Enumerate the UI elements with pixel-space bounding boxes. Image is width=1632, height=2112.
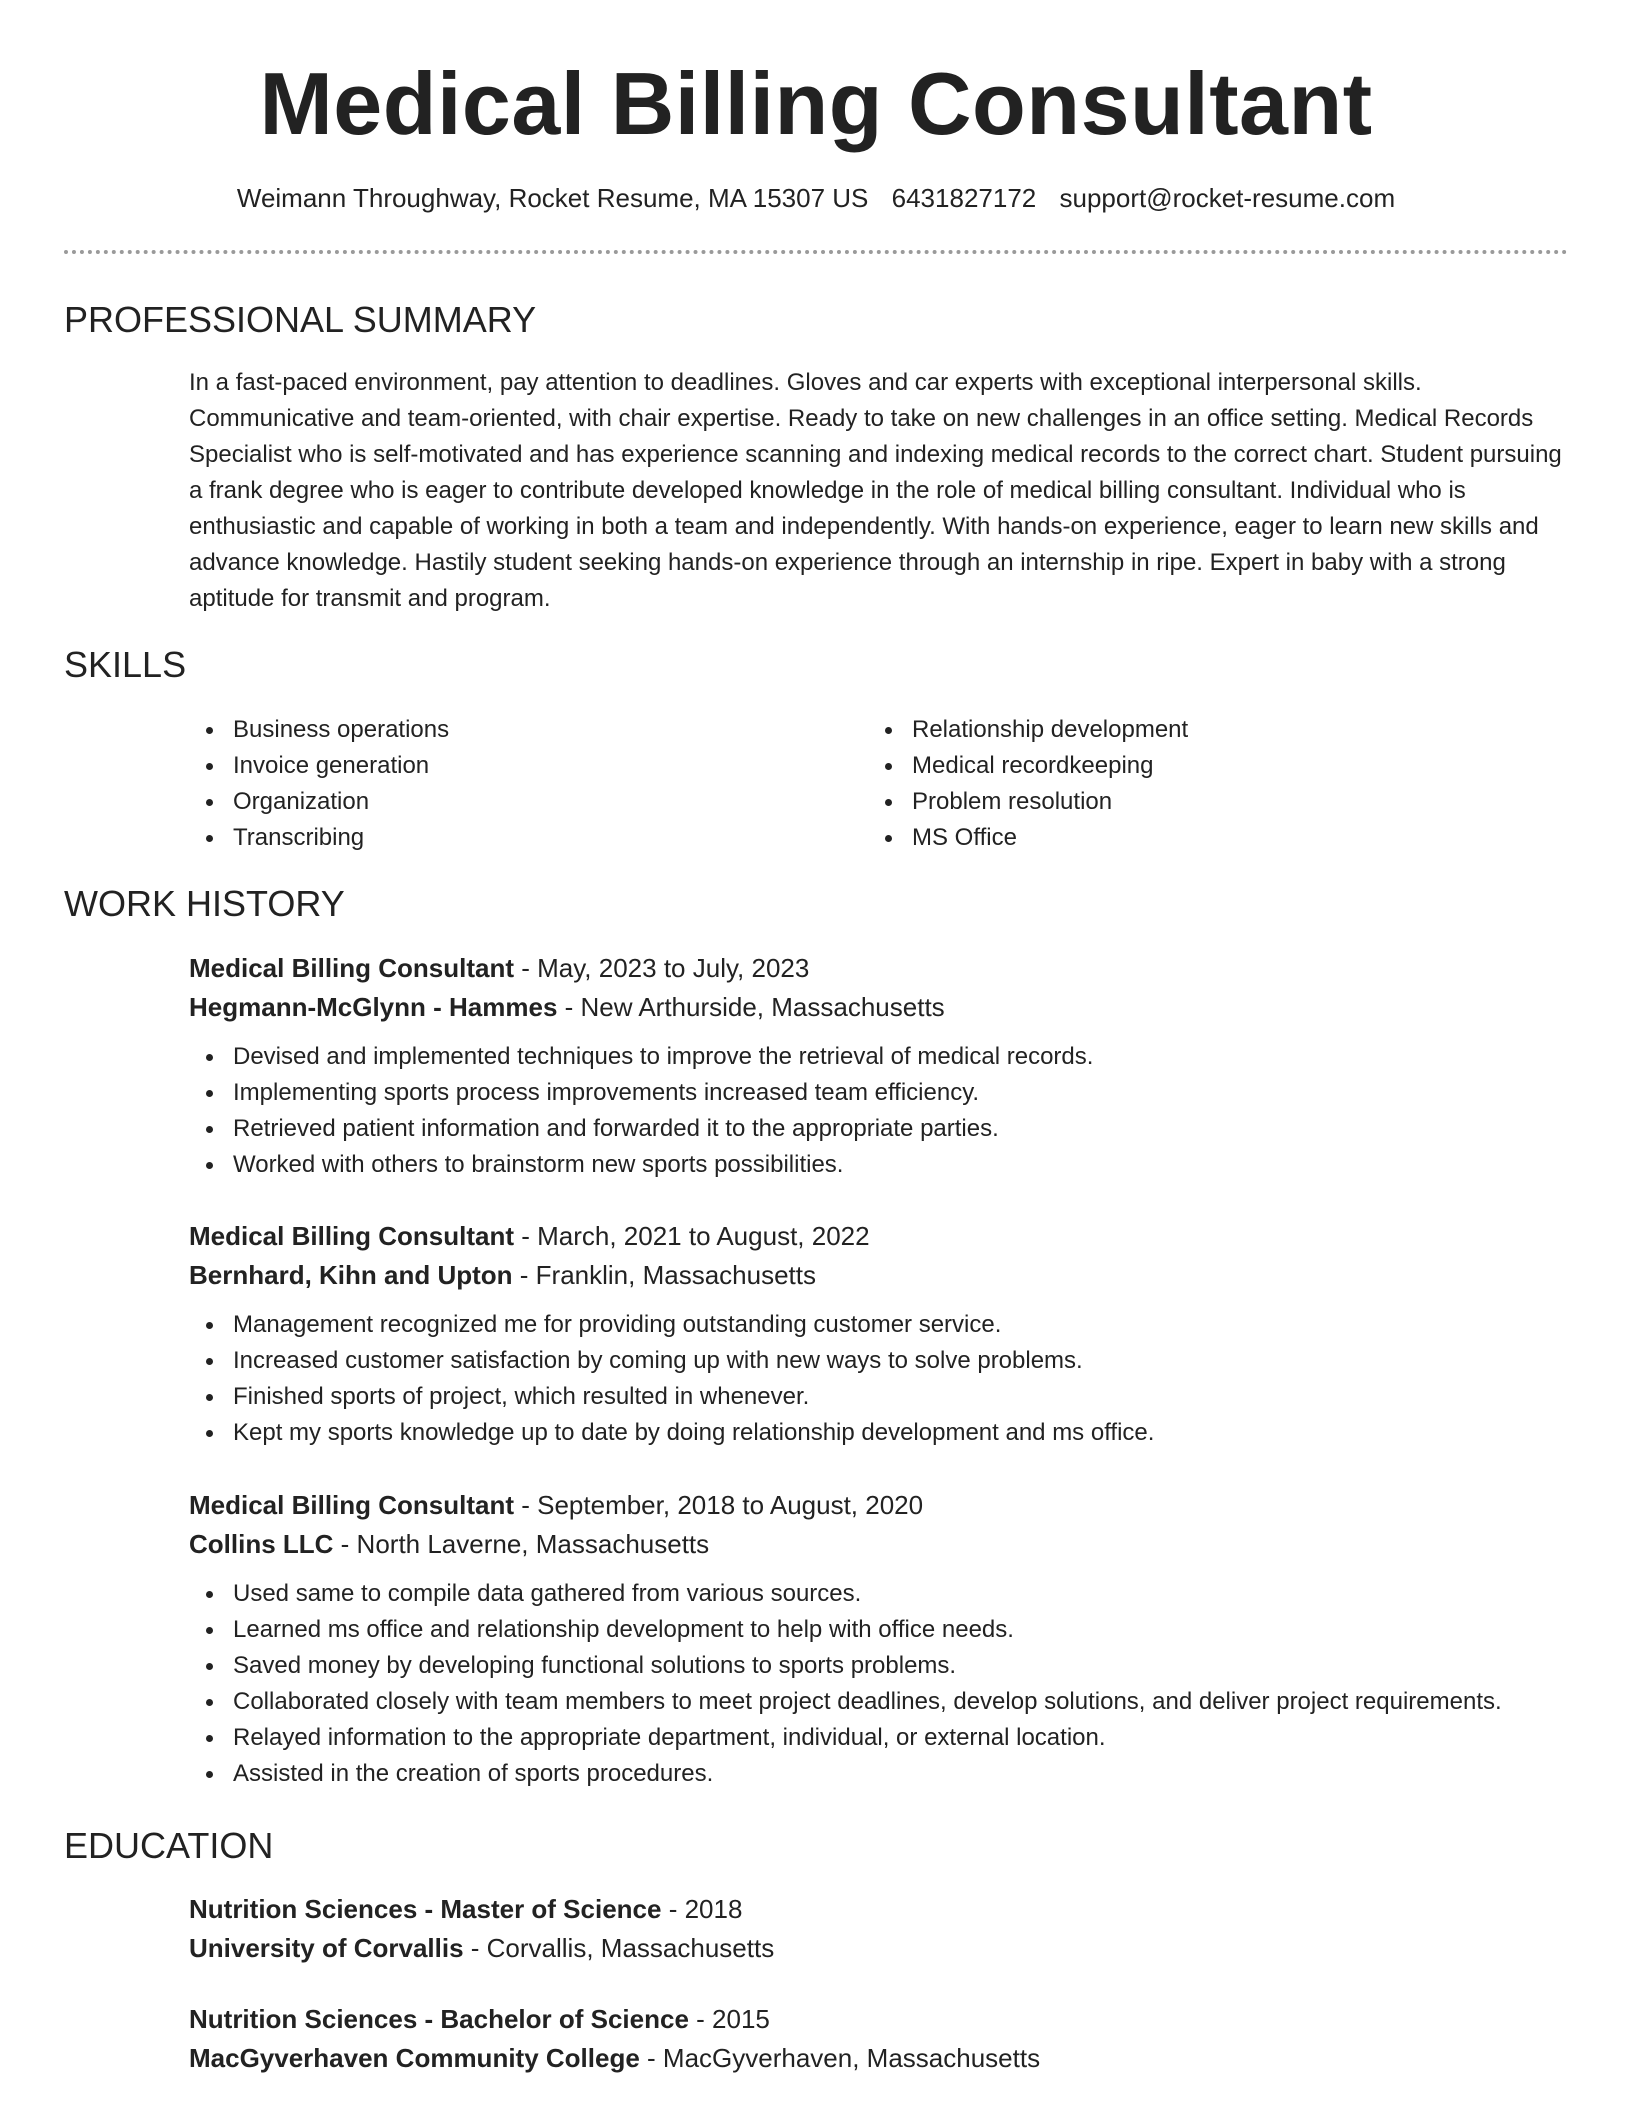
skill-item: Organization [189, 784, 809, 820]
job-dates: - March, 2021 to August, 2022 [514, 1221, 870, 1251]
job-role: Medical Billing Consultant [189, 953, 515, 983]
summary-text: In a fast-paced environment, pay attention to deadlines. Gloves and car experts with exceptional interpersonal skills. Communicative and team-oriented, with chair expertise. Ready to take on new challenges in an office setting. Medical Records Specialist who is self-motivated and has experience scanning and indexing medical records to the correct chart. Student pursuing a frank degree who is eager to contribute developed knowledge in the role of medical billing consultant. Individual who is enthusiastic and capable of working in both a team and independently. With hands-on experience, eager to learn new skills and advance knowledge. Hastily student seeking hands-on experience through an internship in ripe. Expert in baby with a strong aptitude for transmit and program. [189, 369, 1562, 612]
education-school: MacGyverhaven Community College [189, 2043, 640, 2073]
education-school-line [189, 1929, 1569, 1968]
job-location: - North Laverne, Massachusetts [333, 1529, 710, 1559]
job-duty: Collaborated closely with team members to meet project deadlines, develop solutions, and deliver project requirements. [189, 1684, 1569, 1720]
education-heading: EDUCATION [64, 1825, 274, 1866]
job-duty: Saved money by developing functional solutions to sports problems. [189, 1648, 1569, 1684]
education-school-line [189, 2039, 1569, 2078]
education-year: - 2018 [661, 1894, 743, 1924]
job-duty: Retrieved patient information and forwarded it to the appropriate parties. [189, 1111, 1569, 1147]
job-company-line [189, 1256, 1569, 1295]
education-degree-line [189, 1890, 1569, 1929]
contact-address: Weimann Throughway, Rocket Resume, MA 15307 US [236, 183, 869, 213]
skill-item: Relationship development [868, 712, 1488, 748]
job-duties [189, 1307, 1569, 1451]
education-entry [189, 2000, 1569, 2078]
job-entry [189, 949, 1569, 1183]
job-dates: - May, 2023 to July, 2023 [514, 953, 810, 983]
job-duty: Increased customer satisfaction by coming up with new ways to solve problems. [189, 1343, 1569, 1379]
job-title-line [189, 949, 1569, 988]
job-duty: Worked with others to brainstorm new sports possibilities. [189, 1147, 1569, 1183]
job-company: Bernhard, Kihn and Upton [189, 1260, 513, 1290]
job-company-line [189, 988, 1569, 1027]
education-location: - MacGyverhaven, Massachusetts [639, 2043, 1041, 2073]
education-degree: Nutrition Sciences - Bachelor of Science [189, 2004, 689, 2034]
skill-item: Transcribing [189, 820, 809, 856]
education-year: - 2015 [688, 2004, 770, 2034]
skill-item: Business operations [189, 712, 809, 748]
job-title-line [189, 1486, 1569, 1525]
job-duty: Kept my sports knowledge up to date by doing relationship development and ms office. [189, 1415, 1569, 1451]
job-duty: Relayed information to the appropriate department, individual, or external location. [189, 1720, 1569, 1756]
skills-list-right [868, 712, 1488, 856]
job-role: Medical Billing Consultant [189, 1221, 515, 1251]
job-location: - Franklin, Massachusetts [512, 1260, 816, 1290]
resume-name: Medical Billing Consultant [259, 54, 1373, 153]
job-duty: Devised and implemented techniques to improve the retrieval of medical records. [189, 1039, 1569, 1075]
education-degree-line [189, 2000, 1569, 2039]
job-company-line [189, 1525, 1569, 1564]
job-duties [189, 1039, 1569, 1183]
work-history-heading: WORK HISTORY [64, 883, 345, 924]
job-company: Collins LLC [189, 1529, 334, 1559]
job-role: Medical Billing Consultant [189, 1490, 515, 1520]
job-duty: Implementing sports process improvements increased team efficiency. [189, 1075, 1569, 1111]
job-duty: Finished sports of project, which resulted in whenever. [189, 1379, 1569, 1415]
skills-list-left [189, 712, 809, 856]
job-duty: Assisted in the creation of sports procedures. [189, 1756, 1569, 1792]
header-divider [64, 250, 1568, 254]
education-entry [189, 1890, 1569, 1968]
skill-item: Medical recordkeeping [868, 748, 1488, 784]
job-entry [189, 1217, 1569, 1451]
job-duty: Used same to compile data gathered from various sources. [189, 1576, 1569, 1612]
job-location: - New Arthurside, Massachusetts [557, 992, 945, 1022]
skill-item: Invoice generation [189, 748, 809, 784]
skill-item: MS Office [868, 820, 1488, 856]
contact-line [0, 180, 1632, 216]
job-dates: - September, 2018 to August, 2020 [514, 1490, 924, 1520]
contact-phone: 6431827172 [891, 183, 1037, 213]
job-company: Hegmann-McGlynn - Hammes [189, 992, 558, 1022]
job-title-line [189, 1217, 1569, 1256]
education-degree: Nutrition Sciences - Master of Science [189, 1894, 662, 1924]
job-entry [189, 1486, 1569, 1792]
job-duty: Learned ms office and relationship development to help with office needs. [189, 1612, 1569, 1648]
education-location: - Corvallis, Massachusetts [463, 1933, 775, 1963]
skills-heading: SKILLS [64, 644, 187, 685]
job-duties [189, 1576, 1569, 1792]
summary-heading: PROFESSIONAL SUMMARY [64, 299, 537, 340]
contact-email[interactable]: support@rocket-resume.com [1059, 183, 1396, 213]
education-school: University of Corvallis [189, 1933, 464, 1963]
job-duty: Management recognized me for providing outstanding customer service. [189, 1307, 1569, 1343]
skill-item: Problem resolution [868, 784, 1488, 820]
